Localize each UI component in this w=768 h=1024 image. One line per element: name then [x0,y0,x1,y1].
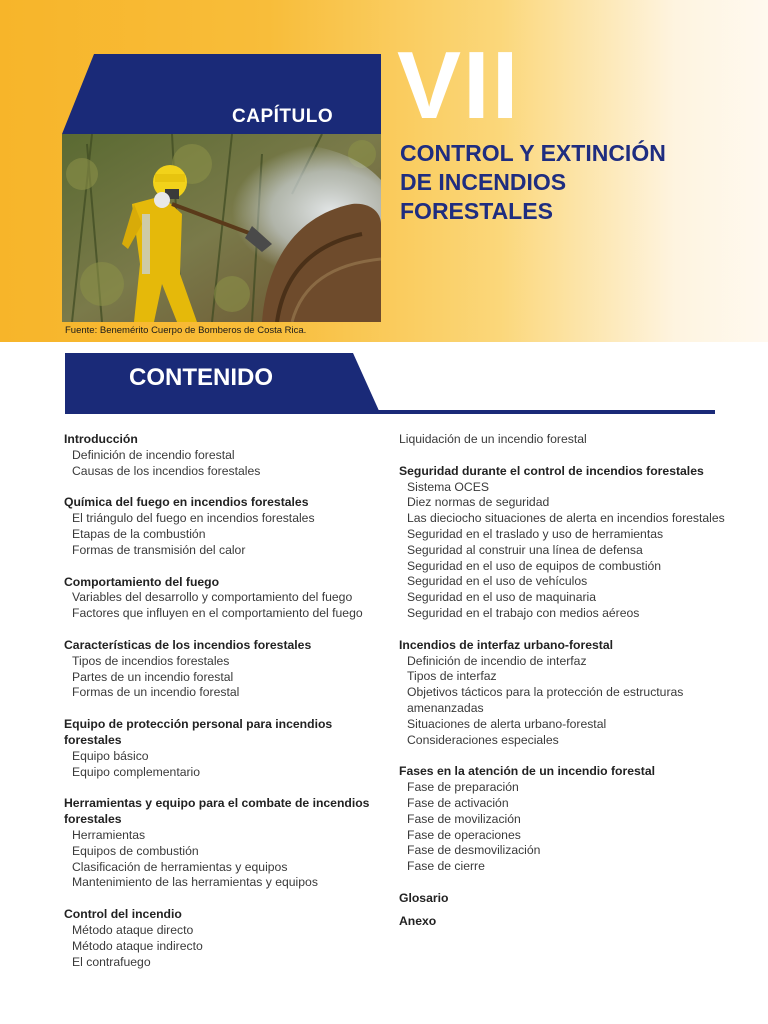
toc-item[interactable]: Factores que influyen en el comportamiento del fuego [72,606,363,621]
toc-item[interactable]: Seguridad en el uso de equipos de combustión [407,558,662,573]
toc-item[interactable]: Fase de movilización [407,811,521,826]
toc-item[interactable]: Tipos de interfaz [407,669,497,684]
toc-section [64,796,384,891]
toc-section-title[interactable]: Seguridad durante el control de incendios forestales [399,463,704,478]
contents-right-column [399,432,729,930]
toc-item[interactable]: Seguridad en el traslado y uso de herramientas [407,526,664,541]
toc-section [64,717,384,780]
chapter-label: CAPÍTULO [232,106,334,127]
toc-section-title[interactable]: Química del fuego en incendios forestales [64,495,309,510]
toc-item[interactable]: Formas de un incendio forestal [72,685,240,700]
toc-item[interactable]: Diez normas de seguridad [407,495,550,510]
chapter-title-line: DE INCENDIOS [400,169,567,195]
toc-item[interactable]: El contrafuego [72,954,151,969]
chapter-banner [62,54,381,134]
firefighter-photo [62,134,381,322]
toc-item[interactable]: Tipos de incendios forestales [72,653,230,668]
toc-item[interactable]: Equipo básico [72,748,149,763]
toc-item[interactable]: Fase de desmovilización [407,843,541,858]
toc-section-title[interactable]: Control del incendio [64,907,182,922]
toc-section-title[interactable]: Incendios de interfaz urbano-forestal [399,637,613,652]
toc-annex[interactable]: Anexo [399,913,437,928]
toc-section-title[interactable]: Herramientas y equipo para el combate de incendios forestales [64,796,370,827]
toc-item[interactable]: Seguridad en el trabajo con medios aéreos [407,605,640,620]
toc-item[interactable]: Fase de cierre [407,859,485,874]
contents-heading: CONTENIDO [129,364,273,391]
toc-item[interactable]: El triángulo del fuego en incendios forestales [72,511,315,526]
toc-item[interactable]: Fase de preparación [407,780,519,795]
toc-item[interactable]: Las dieciocho situaciones de alerta en incendios forestales [407,511,725,526]
toc-section [64,638,384,701]
toc-item[interactable]: Partes de un incendio forestal [72,669,234,684]
toc-item[interactable]: Definición de incendio de interfaz [407,653,587,668]
toc-section-title[interactable]: Equipo de protección personal para incendios forestales [64,717,333,747]
toc-item[interactable]: Herramientas [72,827,146,842]
toc-item[interactable]: Consideraciones especiales [407,732,559,747]
toc-item[interactable]: Fase de operaciones [407,827,521,842]
toc-item[interactable]: Método ataque directo [72,922,194,937]
toc-item[interactable]: Clasificación de herramientas y equipos [72,859,288,874]
chapter-title-line: CONTROL Y EXTINCIÓN [400,140,666,166]
chapter-number: VII [397,32,521,139]
toc-section [64,432,384,479]
toc-item[interactable]: Equipo complementario [72,764,201,779]
toc-section-title[interactable]: Fases en la atención de un incendio forestal [399,764,656,779]
toc-section [399,464,729,622]
contents-left-column [64,432,384,986]
toc-glossary[interactable]: Glosario [399,890,449,905]
toc-section-title[interactable]: Características de los incendios forestales [64,637,312,652]
photo-caption: Fuente: Benemérito Cuerpo de Bomberos de Costa Rica. [65,325,307,336]
chapter-title [400,139,730,226]
toc-section [399,638,729,749]
toc-item[interactable]: Seguridad al construir una línea de defensa [407,542,643,557]
toc-section [64,575,384,622]
toc-item[interactable]: Objetivos tácticos para la protección de estructuras amenanzadas [407,685,684,715]
toc-section [64,495,384,558]
toc-item[interactable]: Método ataque indirecto [72,938,203,953]
toc-item[interactable]: Formas de transmisión del calor [72,542,246,557]
toc-item[interactable]: Causas de los incendios forestales [72,463,261,478]
toc-item[interactable]: Fase de activación [407,795,509,810]
toc-item[interactable]: Definición de incendio forestal [72,447,235,462]
toc-section [399,764,729,875]
contents-divider [65,410,715,414]
toc-item-liquidation[interactable]: Liquidación de un incendio forestal [399,432,587,446]
toc-section [64,907,384,970]
toc-section-title[interactable]: Comportamiento del fuego [64,574,220,589]
chapter-title-line: FORESTALES [400,198,553,224]
toc-item[interactable]: Seguridad en el uso de maquinaria [407,590,597,605]
toc-item[interactable]: Variables del desarrollo y comportamiento del fuego [72,590,353,605]
toc-item[interactable]: Mantenimiento de las herramientas y equipos [72,875,318,890]
toc-item[interactable]: Situaciones de alerta urbano-forestal [407,716,607,731]
toc-item[interactable]: Sistema OCES [407,479,489,494]
toc-section-title[interactable]: Introducción [64,432,138,446]
toc-item[interactable]: Seguridad en el uso de vehículos [407,574,588,589]
toc-item[interactable]: Equipos de combustión [72,843,199,858]
toc-item[interactable]: Etapas de la combustión [72,526,206,541]
